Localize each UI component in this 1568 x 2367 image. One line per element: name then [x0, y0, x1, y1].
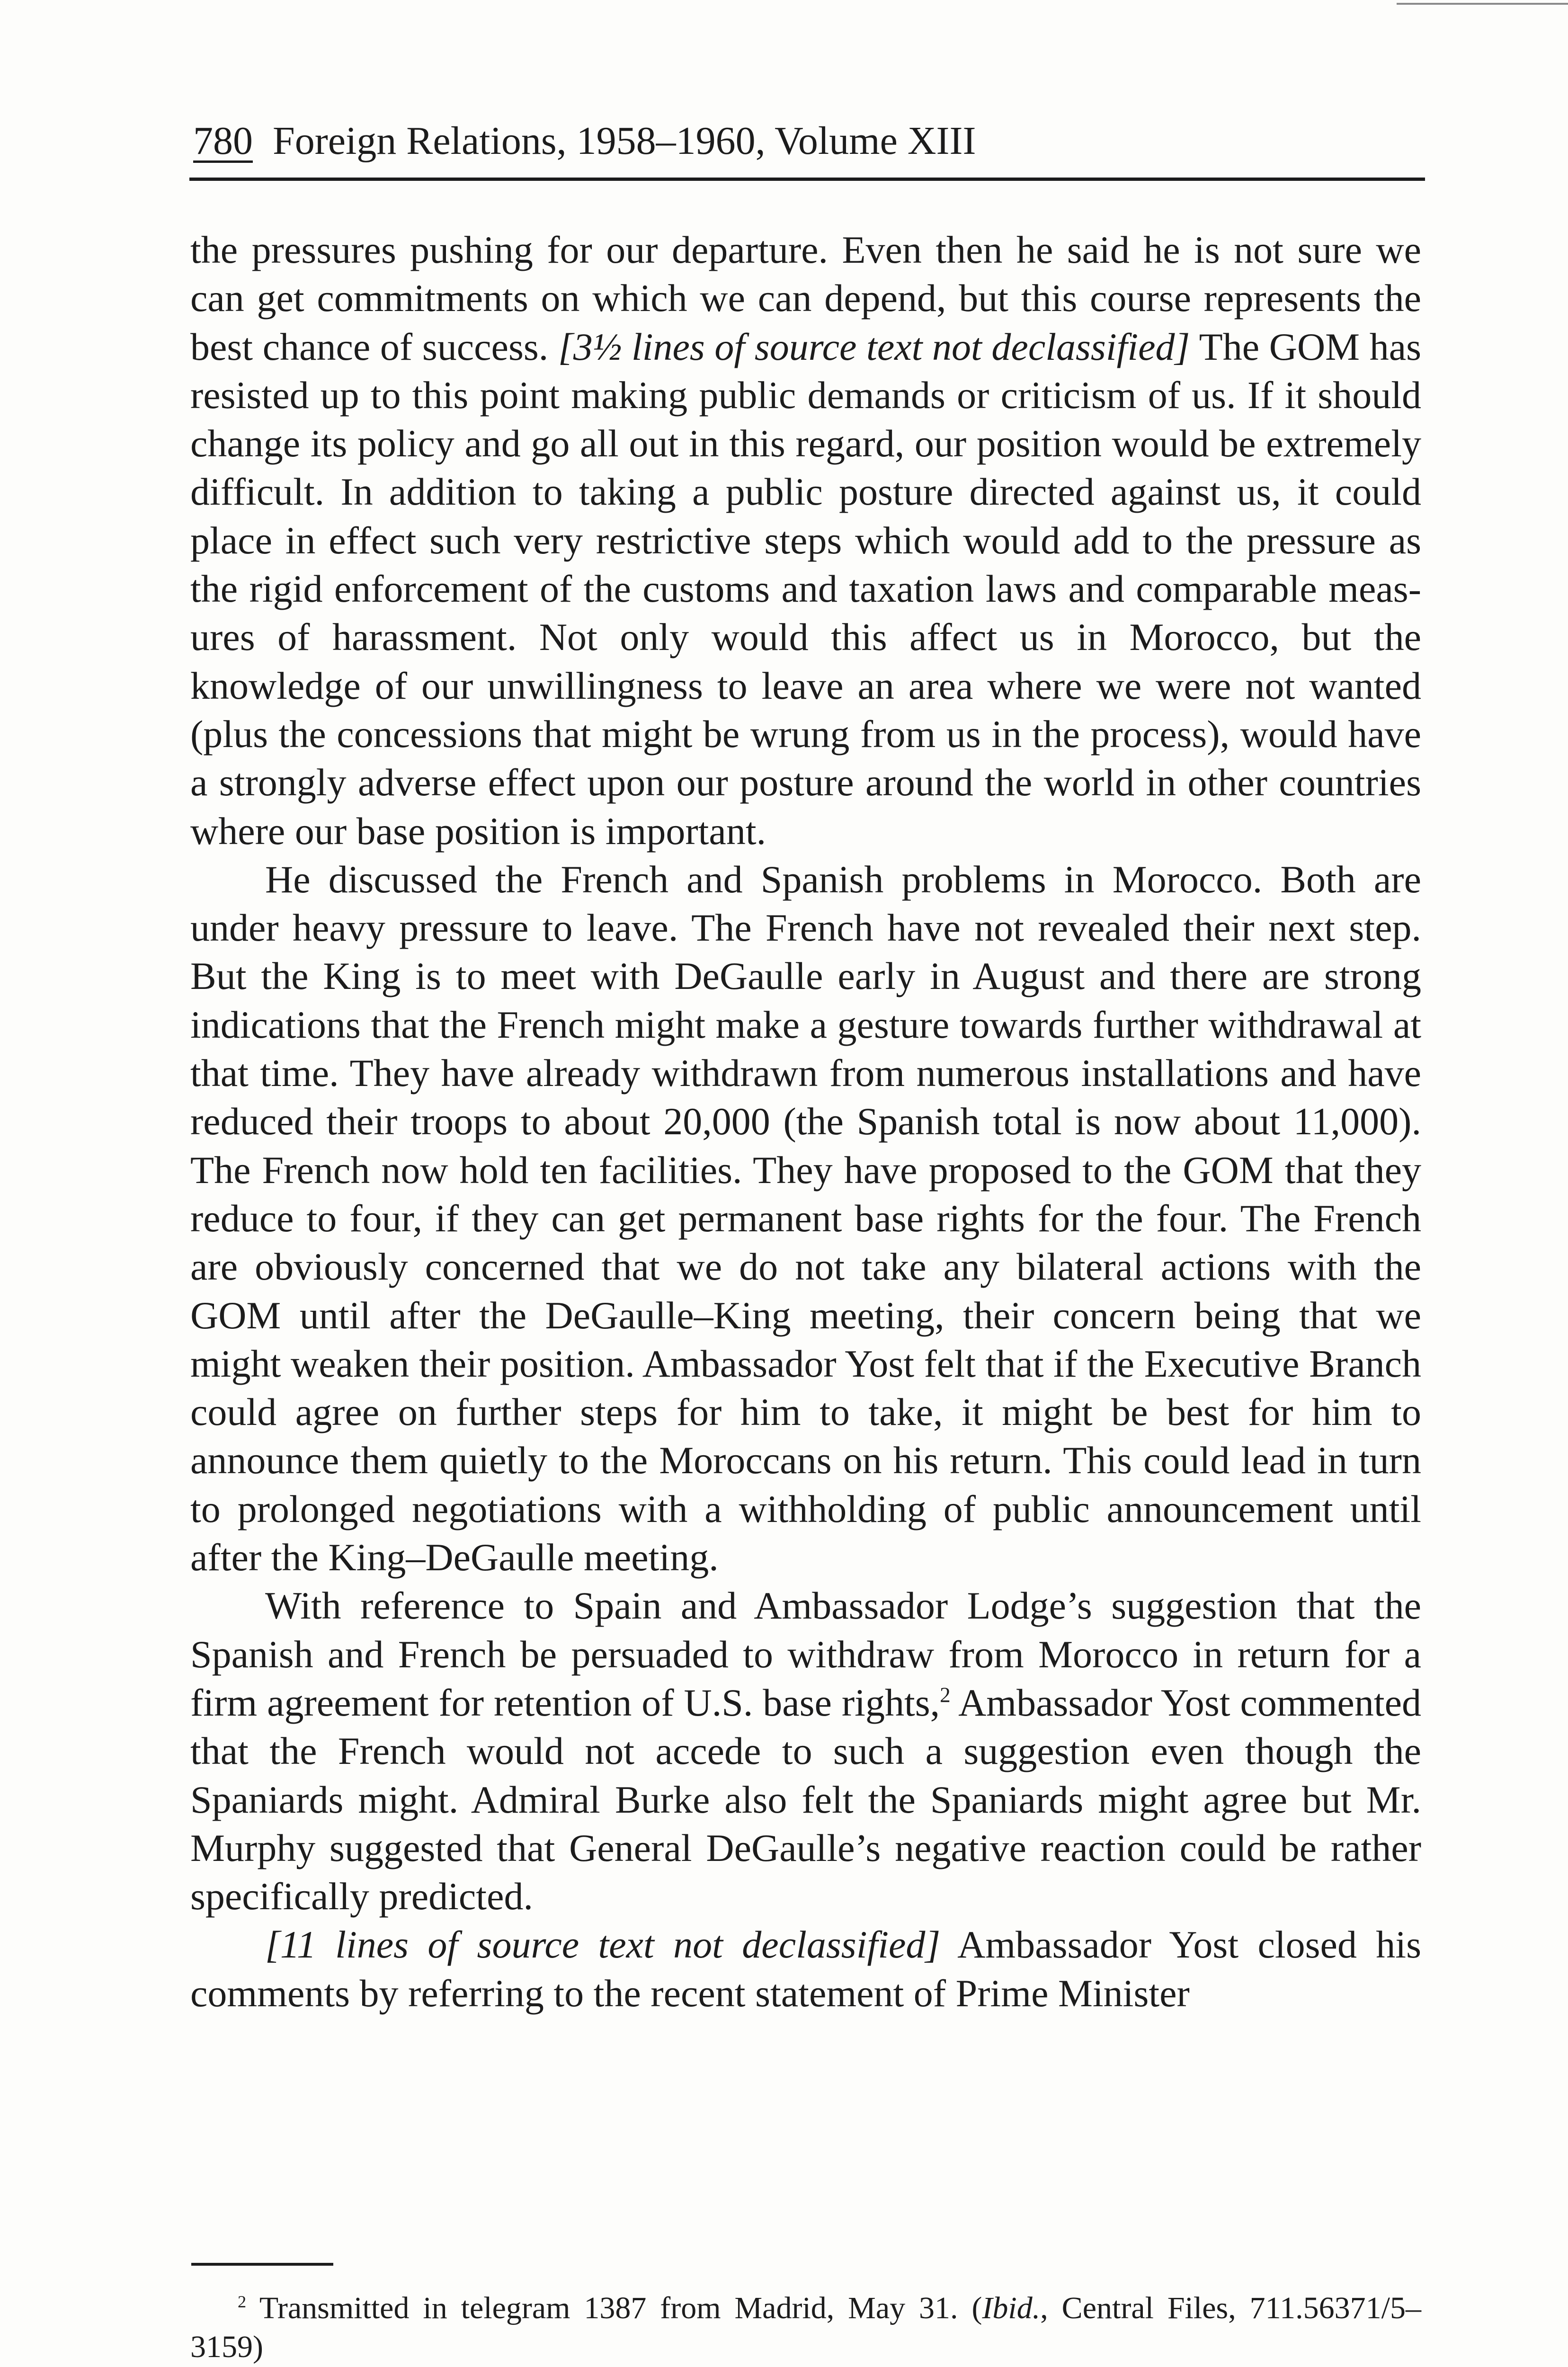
text-run: With reference to Spain and Ambassador Lodge’s suggestion that the Spanish and French be persuaded to withdraw from Morocco in return for a firm agreement for retention of U.S. base rights, [190, 1584, 1421, 1724]
footnote-rule [191, 2263, 333, 2266]
editorial-note: [3½ lines of source text not declassified] [558, 325, 1190, 368]
footnote-paragraph [190, 2289, 1421, 2367]
text-run: Ambassador Yost closed his comments by referring to the recent statement of Prime Minister [190, 1923, 1421, 2015]
footnote-text: , Central Files, 711.56371/5–3159) [190, 2291, 1421, 2364]
body-paragraph [190, 855, 1421, 1582]
body-paragraph [190, 1921, 1421, 2018]
text-run: the pressures pushing for our departure. Even then he said he is not sure we can get commitments on which we can depend, but this course represents the best chance of success. [190, 228, 1421, 368]
footnote [190, 2289, 1421, 2367]
footnote-text: Transmitted in telegram 1387 from Madrid, May 31. ( [259, 2291, 982, 2325]
page-number: 780 [193, 119, 253, 163]
body-paragraph [190, 226, 1421, 855]
running-head [193, 117, 1424, 165]
top-edge-rule [1397, 3, 1568, 5]
running-head-rule [189, 178, 1425, 181]
volume-title: Foreign Relations, 1958–1960, Volume XIII [273, 119, 976, 163]
body-paragraph [190, 1582, 1421, 1921]
text-run: He discussed the French and Spanish problems in Morocco. Both are under heavy pressure to leave. The French have not revealed their next step. But the King is to meet with DeGaulle early in August and there are strong indications that the French might make a gesture towards further withdrawal at that time. They have already withdrawn from numerous installations and have reduced their troops to about 20,000 (the Spanish total is now about 11,000). The French now hold ten facilities. They have proposed to the GOM that they reduce to four, if they can get permanent base rights for the four. The French are obviously concerned that we do not take any bilateral actions with the GOM until after the DeGaulle–King meeting, their concern being that we might weaken their position. Ambassador Yost felt that if the Executive Branch could agree on further steps for him to take, it might be best for him to announce them quietly to the Moroccans on his return. This could lead in turn to prolonged negotiations with a withholding of public announcement until after the King–DeGaulle meeting. [190, 857, 1421, 1579]
footnote-number: 2 [238, 2292, 247, 2311]
editorial-note: [11 lines of source text not declassified] [265, 1923, 941, 1967]
text-run: The GOM has resisted up to this point making public demands or criticism of us. If it should change its policy and go all out in this regard, our position would be extremely difficult. In addition to taking a public posture directed against us, it could place in effect such very restrictive steps which would add to the pressure as the rigid enforcement of the customs and taxation laws and comparable measures of harassment. Not only would this affect us in Morocco, but the knowledge of our unwillingness to leave an area where we were not wanted (plus the concessions that might be wrung from us in the process), would have a strongly adverse effect upon our posture around the world in other countries where our base position is important. [190, 325, 1422, 853]
text-run: Ambassador Yost commented that the French would not accede to such a suggestion even though the Spaniards might. Admiral Burke also felt the Spaniards might agree but Mr. Murphy suggested that General DeGaulle’s negative reaction could be rather specifically predicted. [190, 1681, 1421, 1918]
footnote-reference: 2 [940, 1683, 951, 1707]
citation-ibid: Ibid. [982, 2291, 1041, 2325]
body-text [190, 226, 1421, 2018]
